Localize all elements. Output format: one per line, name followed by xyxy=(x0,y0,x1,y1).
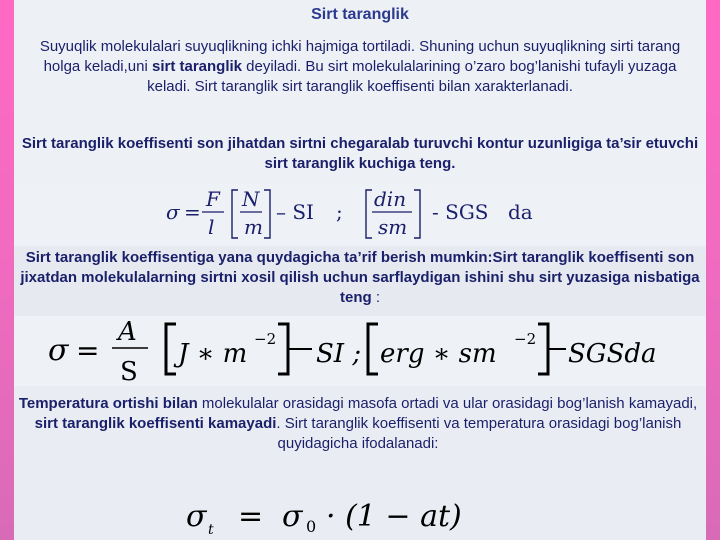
f3-lhs-sub: t xyxy=(208,522,214,538)
definition2-paragraph xyxy=(20,248,700,308)
formula-temperature-dependence xyxy=(180,490,540,538)
definition-paragraph: Sirt taranglik koeffisenti son jihatdan sirtni chegaralab turuvchi kontur uzunligiga ta’sir etuvchi sirt taranglik kuchiga teng. xyxy=(21,135,699,172)
temperature-paragraph xyxy=(8,394,708,454)
formula-work-over-area xyxy=(40,316,680,386)
f2-eq: = xyxy=(76,334,100,367)
formula-force-over-length xyxy=(160,182,580,242)
f3-rhs: σ xyxy=(282,499,303,534)
f1-unit-num: N xyxy=(242,187,260,211)
definition2-colon: : xyxy=(371,289,380,306)
slide-title: Sirt taranglik xyxy=(311,6,409,23)
f1-si: – SI xyxy=(276,200,314,224)
f2-unit2: erg ∗ sm xyxy=(380,339,497,369)
f2-si: SI ; xyxy=(316,339,362,369)
temperature-text-b: molekulalar orasidagi masofa ortadi va ular orasidagi bog’lanish kamayadi, xyxy=(197,395,698,412)
intro-text-a: Suyuqlik molekulalari suyuqlikning ichki hajmiga tortiladi. Shuning uchun suyuqlikning sirti tarang holga keladi,uni xyxy=(39,38,681,75)
left-decor-bar xyxy=(0,0,14,540)
intro-text-bold: sirt taranglik xyxy=(151,58,243,75)
f1-sep: ; xyxy=(336,200,343,224)
f3-tail: · (1 − at) xyxy=(326,499,462,534)
f2-num: A xyxy=(118,317,137,347)
intro-paragraph xyxy=(22,37,698,97)
f2-exp1: −2 xyxy=(254,330,277,348)
f2-unit1: J ∗ m xyxy=(178,339,248,369)
f1-eq: = xyxy=(184,200,201,224)
f1-da: da xyxy=(508,200,533,224)
f1-unit2-den: sm xyxy=(378,215,408,239)
temperature-text-bold2: sirt taranglik koeffisenti kamayadi xyxy=(34,415,277,432)
f1-unit-den: m xyxy=(244,215,263,239)
f3-lhs: σ xyxy=(186,499,207,534)
f3-eq: = xyxy=(238,499,264,534)
right-decor-bar xyxy=(706,0,720,540)
f3-rhs-sub: 0 xyxy=(306,517,317,536)
f2-den: S xyxy=(120,357,138,386)
f2-sgs: SGSda xyxy=(568,339,657,369)
f1-den: l xyxy=(208,215,215,239)
f1-unit2-num: din xyxy=(374,187,407,211)
f2-exp2: −2 xyxy=(514,330,537,348)
f1-num: F xyxy=(206,187,220,211)
definition2-text: Sirt taranglik koeffisentiga yana quydagicha ta’rif berish mumkin:Sirt taranglik koeffisenti son jixatdan molekulalarning sirtni xosil qilish uchun sarflaydigan ishini shu sirt yuzasiga nisbatiga teng xyxy=(20,249,700,306)
temperature-text-d: . Sirt taranglik koeffisenti va temperatura orasidagi bog’lanish quyidagicha ifodalanadi: xyxy=(276,415,682,452)
f1-sigma: σ xyxy=(166,200,180,224)
f2-sigma: σ xyxy=(48,333,69,368)
intro-text-c: deyiladi. Bu sirt molekulalarining o’zaro bog’lanishi tufayli yuzaga keladi. Sirt taranglik sirt taranglik koeffisenti bilan xarakterlanadi. xyxy=(147,58,677,95)
temperature-text-bold1: Temperatura ortishi bilan xyxy=(18,395,198,412)
f1-sgs: - SGS xyxy=(432,200,489,224)
